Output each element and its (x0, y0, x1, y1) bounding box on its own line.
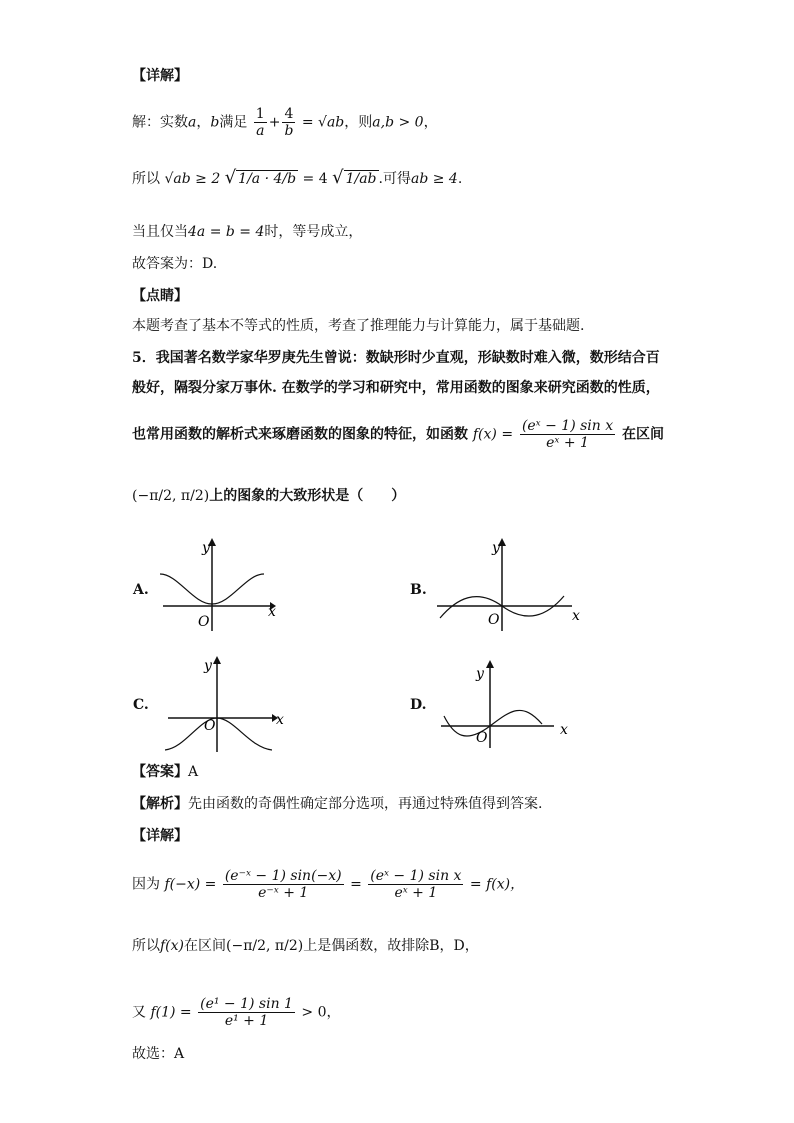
detail-heading-2: 【详解】 (132, 828, 188, 844)
f1-label: f(1) = (150, 1004, 192, 1021)
solve-prefix: 解：实数 (132, 114, 188, 131)
option-c-graph (160, 652, 295, 756)
fraction-f-neg: $\frac{\text{(e⁻ˣ − 1) sin(−x)}}{\text{e⁻ˣ + 1}}$ (224, 868, 342, 901)
radical-icon: √ (224, 167, 237, 188)
end-comma: ， (423, 114, 438, 131)
sqrt-inner-2: 1/ab (345, 171, 377, 187)
choose-line: 故选：A (132, 1046, 185, 1062)
so-line (132, 168, 462, 189)
in-interval-text: 在区间 (184, 938, 227, 954)
analysis-line (132, 794, 542, 814)
so-text: 所以 (132, 938, 160, 954)
origin-label: O (204, 718, 216, 734)
q5-line3-suffix: 在区间 (622, 426, 665, 443)
answer-line (132, 762, 198, 782)
analysis-text: 先由函数的奇偶性确定部分选项，再通过特殊值得到答案. (188, 796, 543, 812)
detail-heading-1: 【详解】 (132, 68, 188, 84)
gt-zero: > 0， (301, 1004, 341, 1021)
condition: a,b > 0 (372, 114, 424, 131)
fraction-f1: $\frac{\text{(e¹ − 1) sin 1}}{\text{e¹ + 1}}$ (200, 996, 293, 1029)
sqrt-inner-1: 1/a · 4/b (238, 171, 297, 187)
option-b-graph (432, 536, 592, 636)
y-arrow-icon (486, 660, 494, 668)
q5-line1: 5．我国著名数学家华罗庚先生曾说：数缺形时少直观，形缺数时难入微，数形结合百 (132, 350, 660, 366)
derive-text: .可得 (378, 171, 411, 187)
func-fraction: $\frac{\text{(eˣ − 1) sin x}}{\text{eˣ + 1}}$ (521, 418, 614, 451)
comment-text: 本题考查了基本不等式的性质，考查了推理能力与计算能力，属于基础题. (132, 318, 585, 334)
plus-sign: + (268, 114, 281, 131)
satisfy-text: 满足 (219, 114, 248, 131)
y-label: y (476, 666, 484, 682)
analysis-label: 【解析】 (132, 796, 188, 812)
f1-line (132, 996, 341, 1029)
because-line (132, 868, 524, 901)
equality-cond: 4a = b = 4 (188, 224, 265, 240)
comma: ， (196, 114, 211, 131)
var-b: b (210, 114, 220, 131)
interval-label: (−π/2, π/2) (132, 488, 210, 504)
y-label: y (204, 658, 212, 674)
q5-line3-prefix: 也常用函数的解析式来琢磨函数的图象的特征，如函数 (132, 426, 468, 443)
x-label: x (276, 712, 284, 728)
f-neg-x: f(−x) = (164, 876, 217, 893)
origin-label: O (488, 612, 500, 628)
even-line (132, 936, 479, 956)
q5-line3 (132, 418, 664, 451)
equality-suffix: 时，等号成立， (264, 224, 363, 240)
also-text: 又 (132, 1004, 146, 1021)
curve-c (165, 718, 272, 750)
option-d-graph (436, 656, 586, 748)
eq-sqrt-ab: = √ab (301, 114, 345, 131)
even-text: 上是偶函数，故排除B，D， (303, 938, 479, 954)
origin-label: O (198, 614, 210, 630)
answer-label: 【答案】 (132, 764, 188, 780)
solve-line (132, 106, 438, 139)
ineq-part2: = 4 (302, 171, 328, 187)
so-prefix: 所以 (132, 171, 160, 187)
func-label: f(x) = (472, 426, 514, 443)
x-label: x (268, 604, 276, 620)
q5-line4-suffix: 上的图象的大致形状是（ ） (209, 488, 406, 504)
then-text: ，则 (344, 114, 373, 131)
option-d-label: D. (410, 697, 427, 713)
option-b-label: B. (410, 582, 427, 598)
equals-sign: = (350, 876, 362, 893)
radical-icon-2: √ (332, 167, 344, 188)
option-a-label: A. (133, 582, 149, 598)
result: ab ≥ 4 (410, 171, 458, 187)
var-a: a (188, 114, 197, 131)
interval-label-2: (−π/2, π/2) (226, 938, 304, 954)
y-label: y (492, 540, 500, 556)
x-label: x (572, 608, 580, 624)
y-arrow-icon (213, 656, 221, 664)
comment-heading: 【点睛】 (132, 288, 188, 304)
origin-label: O (476, 730, 488, 746)
option-a-graph (158, 536, 278, 636)
fx-label: f(x) (160, 938, 185, 954)
dot: . (457, 171, 463, 187)
answer-line-1: 故答案为：D. (132, 256, 218, 272)
answer-value: A (188, 764, 199, 780)
x-label: x (560, 722, 568, 738)
ineq-part1: √ab ≥ 2 (164, 171, 221, 187)
curve-d (444, 710, 542, 736)
fraction-4-over-b: $\frac{4}{b}$ (284, 106, 294, 139)
option-c-label: C. (133, 697, 149, 713)
q5-line2: 般好，隔裂分家万事休. 在数学的学习和研究中，常用函数的图象来研究函数的性质， (132, 380, 660, 396)
equality-line (132, 222, 362, 242)
q5-line4 (132, 486, 405, 506)
fraction-f-pos: $\frac{\text{(eˣ − 1) sin x}}{\text{eˣ + 1}}$ (370, 868, 462, 901)
equality-prefix: 当且仅当 (132, 224, 188, 240)
y-label: y (202, 540, 210, 556)
because-text: 因为 (132, 876, 160, 893)
eq-fx: = f(x)， (469, 876, 525, 893)
fraction-1-over-a: $\frac{1}{a}$ (255, 106, 265, 139)
